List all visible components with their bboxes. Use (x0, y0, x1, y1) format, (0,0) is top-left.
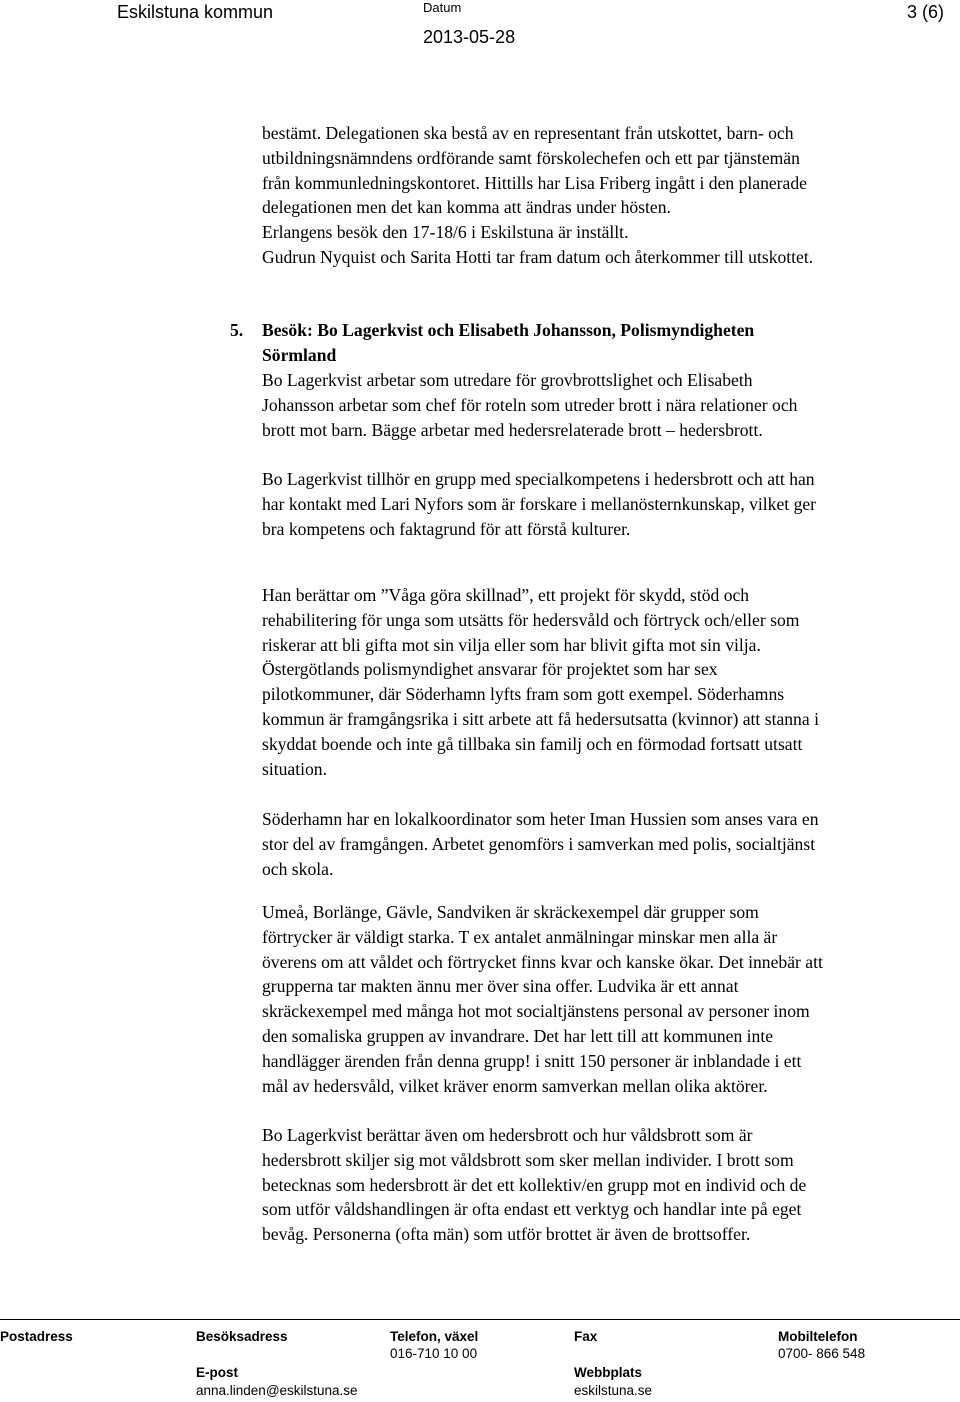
page-number: 3 (6) (907, 2, 945, 22)
footer-mobil-value: 0700- 866 548 (778, 1346, 866, 1361)
paragraph-text: Umeå, Borlänge, Gävle, Sandviken är skräckexempel där grupper som förtrycker är väldigt starka. T ex antalet anmälningar minskar men alla är överens om att våldet och förtrycket finns kvar och kanske ökar. Det innebär att grupperna tar makten ännu mer över sina offer. Ludvika är ett annat skräckexempel med många hot mot socialtjänstens personal av personer inom den somaliska gruppen av invandrare. Det har lett till att kommunen inte handlägger ärenden från denna grupp! i snitt 150 personer är inblandade i ett mål av hedersvåld, vilket kräver enorm samverkan mellan olika aktörer. (262, 902, 823, 1096)
section-paragraph-6 (262, 1123, 952, 1247)
organization-name: Eskilstuna kommun (117, 2, 274, 22)
section-paragraph-5 (262, 900, 952, 1098)
intro-text: bestämt. Delegationen ska bestå av en representant från utskottet, barn- och utbildningsnämndens ordförande samt förskolechefen och ett par tjänstemän från kommunledningskontoret. Hittills har Lisa Friberg ingått i den planerade delegationen men det kan komma att ändras under hösten. Erlangens besök den 17-18/6 i Eskilstuna är inställt. Gudrun Nyquist och Sarita Hotti tar fram datum och återkommer till utskottet. (262, 123, 814, 267)
paragraph-text: Söderhamn har en lokalkoordinator som heter Iman Hussien som anses vara en stor del av framgången. Arbetet genomförs i samverkan med polis, socialtjänst och skola. (262, 809, 819, 879)
footer-telefon-value: 016-710 10 00 (390, 1346, 478, 1361)
section-paragraph-4 (262, 807, 952, 881)
paragraph-text: Bo Lagerkvist berättar även om hedersbrott och hur våldsbrott som är hedersbrott skiljer sig mot våldsbrott som sker mellan individer. I brott som betecknas som hedersbrott är det ett kollektiv/en grupp mot en individ och de som utför våldshandlingen är ofta endast ett verktyg och handlar inte på eget bevåg. Personerna (ofta män) som utför brottet är även de brottsoffer. (262, 1125, 807, 1245)
section-paragraph-1 (262, 368, 952, 442)
paragraph-text: Bo Lagerkvist tillhör en grupp med specialkompetens i hedersbrott och att han har kontakt med Lari Nyfors som är forskare i mellanösternkunskap, vilket ger bra kompetens och faktagrund för att förstå kulturer. (262, 469, 817, 539)
date-label: Datum (423, 0, 462, 15)
paragraph-text: Han berättar om ”Våga göra skillnad”, ett projekt för skydd, stöd och rehabilitering för unga som utsätts för hedersvåld och förtryck och/eller som riskerar att bli gifta mot sin vilja eller som har blivit gifta mot sin vilja. Östergötlands polismyndighet ansvarar för projektet som har sex pilotkommuner, där Söderhamn lyfts fram som gott exempel. Söderhamns kommun är framgångsrika i sitt arbete att få hedersutsatta (kvinnor) att stanna i skyddat boende och inte gå tillbaka sin familj och en förmodad fortsatt utsatt situation. (262, 585, 819, 779)
section-number: 5. (230, 320, 244, 340)
footer-epost-value[interactable]: anna.linden@eskilstuna.se (196, 1383, 358, 1398)
footer-postadress-label: Postadress (0, 1329, 73, 1344)
intro-paragraph (262, 121, 952, 270)
section-paragraph-2 (262, 467, 952, 541)
paragraph-text: Bo Lagerkvist arbetar som utredare för grovbrottslighet och Elisabeth Johansson arbetar som chef för roteln som utreder brott i nära relationer och brott mot barn. Bägge arbetar med hedersrelaterade brott – hedersbrott. (262, 370, 798, 440)
footer-webb-label: Webbplats (574, 1365, 643, 1380)
footer-fax-label: Fax (574, 1329, 598, 1344)
footer-epost-label: E-post (196, 1365, 238, 1380)
section-heading: Besök: Bo Lagerkvist och Elisabeth Johansson, Polismyndigheten Sörmland (262, 320, 755, 365)
date-value: 2013-05-28 (423, 27, 516, 47)
footer-besoksadress-label: Besöksadress (196, 1329, 288, 1344)
footer-mobil-label: Mobiltelefon (778, 1329, 858, 1344)
section-paragraph-3 (262, 583, 952, 781)
footer-webb-value[interactable]: eskilstuna.se (574, 1383, 653, 1398)
footer-telefon-label: Telefon, växel (390, 1329, 479, 1344)
footer-divider (0, 1319, 960, 1320)
